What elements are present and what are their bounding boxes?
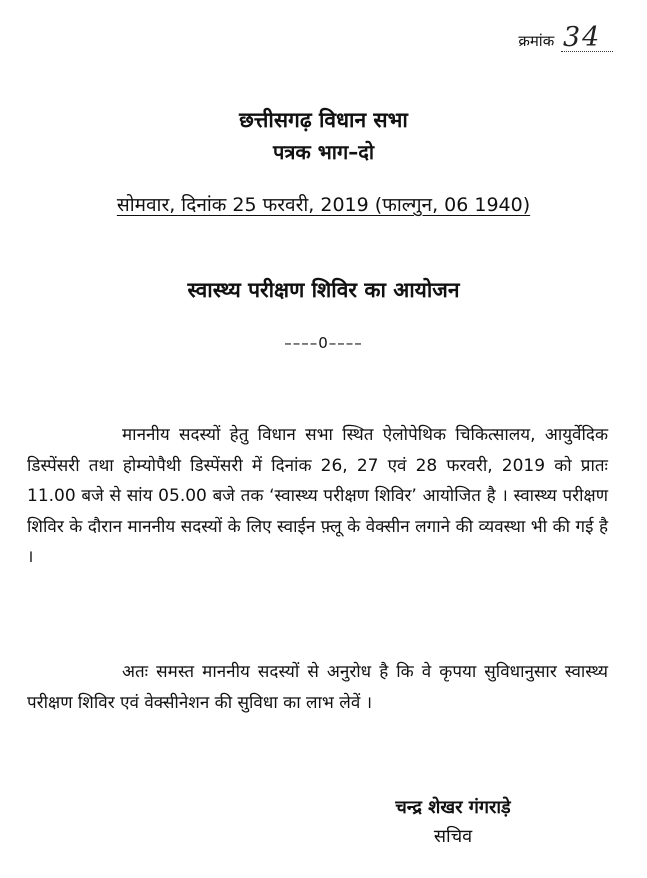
- bulletin-title: पत्रक भाग–दो: [272, 140, 375, 164]
- serial-label: क्रमांक: [518, 32, 555, 50]
- serial-number-block: [518, 24, 613, 52]
- body-paragraph-1: माननीय सदस्यों हेतु विधान सभा स्थित ऐलोपेथिक चिकित्सालय, आयुर्वेदिक डिस्पेंसरी तथा होम्योपैथी डिस्पेंसरी में दिनांक 26, 27 एवं 28 फरवरी, 2019 को प्रातः 11.00 बजे से सांय 05.00 बजे तक ‘स्वास्थ्य परीक्षण शिविर’ आयोजित है । स्वास्थ्य परीक्षण शिविर के दौरान माननीय सदस्यों के लिए स्वाईन फ़्लू के वेक्सीन लगाने की व्यवस्था भी की गई है ।: [27, 425, 608, 568]
- serial-number: 34: [561, 24, 613, 52]
- signatory-designation: सचिव: [433, 826, 473, 847]
- section-divider: ––––0––––: [284, 334, 363, 352]
- subject-heading: स्वास्थ्य परीक्षण शिविर का आयोजन: [187, 278, 460, 302]
- signature-block: [358, 793, 548, 851]
- signatory-name: चन्द्र शेखर गंगराड़े: [395, 797, 511, 818]
- date-line: सोमवार, दिनांक 25 फरवरी, 2019 (फाल्गुन, 06 1940): [116, 194, 531, 216]
- body-paragraph-2: अतः समस्त माननीय सदस्यों से अनुरोध है कि वे कृपया सुविधानुसार स्वास्थ्य परीक्षण शिविर एवं वेक्सीनेशन की सुविधा का लाभ लेवें ।: [27, 662, 608, 713]
- assembly-title: छत्तीसगढ़ विधान सभा: [239, 108, 408, 132]
